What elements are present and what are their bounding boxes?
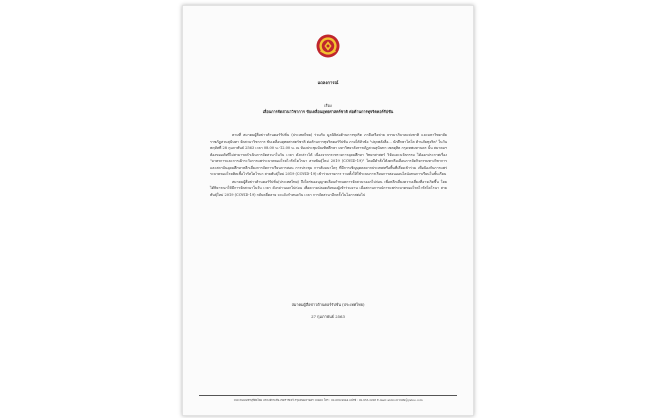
document-page: [182, 5, 474, 416]
document-body: [210, 132, 447, 199]
body-paragraph: ตามที่ สมาคมผู้สื่อข่าวต้านคอร์รัปชั่น (ประเทศไทย) ร่วมกับ มูลนิธิต่อต้านการทุจริต ภาคีเครือข่าย ธรรมาภิบาลแห่งชาติ และมหาวิทยาลัยราชภัฏสวนสุนันทา จัดสวนาวิชาการ ขับเคลื่อนยุทธศาสตร์ชาติ ต่อต้านการทุจริตคอร์รัปชัน ภายใต้หัวข้อ "ปลุกพลังสื่อ... นักศึกษาโตโต ต้านภัยทุจริต" ในวันพฤหัสที่ 28 กุมภาพันธ์ 2563 เวลา 08.00 น.-12.00 น. ณ ห้องประชุมบัณฑิตศึกษา มหาวิทยาลัยราชภัฏสวนสุนันทา เขตดุสิต กรุงเทพมหานคร นั้น สมาคมฯ ต้องขออภัยที่ไม่สามารถดำเนินการจัดสวนาในวัน เวลา ดังกล่าวได้ เนื่องจากกระทรวงการอุดมศึกษา วิทยาศาสตร์ วิจัยและนวัตกรรม ได้ออกประกาศเรื่อง "มาตรการและการเฝ้าระวังการแพร่ระบาดของโรคไวรัสโคโรนา สายพันธุ์ใหม่ 2019 (COVID-19)" โดยมีคำสั่งให้งดหรือเลื่อนการจัดกิจกรรมทางวิชาการ และสถาบันอุดมศึกษาหลีกเลี่ยงการจัดการเรียนการสอน การประชุม การสัมมนาใดๆ ที่มีการเชิญบุคคลจากประเทศหรือพื้นที่เสี่ยงเข้าร่วม เพื่อป้องกันการแพร่ระบาดของโรคติดเชื้อไวรัสโคโรนา สายพันธุ์ใหม่ 2019 (COVID-19) เข้าร่วมรายการ รวมทั้งให้ใช้ระบบการเรียนการสอนออนไลน์แทนการเรียนในชั้นเรียน: [210, 133, 447, 177]
association-seal-icon: [316, 34, 340, 58]
footer-divider: [199, 395, 457, 396]
signature-organization: สมาคมผู้สื่อข่าวต้านคอร์รัปชั่น (ประเทศไทย): [291, 302, 365, 307]
footer-address: 199 ถนนเพชรบุรีตัดใหม่ แขวงมักกะสัน เขตราชเทวี กรุงเทพมหานคร 10400 โทร : 02-080-9944 แฟกซ์ : 02-955-2208 E-mail: anticorr1999@yahoo.com: [233, 398, 423, 402]
body-paragraph: สมาคมผู้สื่อข่าวต้านคอร์รัปชั่น(ประเทศไทย) จึงใคร่ขออนุญาตเลื่อนกำหนดการจัดสวนาออกไปก่อน เพื่อหลีกเลี่ยงความเสี่ยงที่อาจเกิดขึ้น โดยได้พิจารณาให้มีการจัดสวนาในวัน เวลา ดังกล่าวออกไปก่อน เพื่อความปลอดภัยของผู้เข้าร่วมงาน เมื่อสถานการณ์การแพร่ระบาดของโรคไวรัสโคโรนา สายพันธุ์ใหม่ 2019 (COVID-19) กลับคลี่คลาย จะแจ้งกำหนดวัน เวลา การจัดสวนาอีกครั้งในโอกาสต่อไป: [210, 179, 447, 197]
signature-date: 27 กุมภาพันธ์ 2563: [311, 314, 345, 319]
subject-line: เลื่อนการจัดสวนาวิชาการ ขับเคลื่อนยุทธศาสตร์ชาติ ต่อต้านการทุจริตคอร์รัปชัน: [262, 109, 394, 114]
document-title: แถลงการณ์: [317, 80, 339, 85]
subject-label: เรื่อง: [324, 103, 332, 108]
